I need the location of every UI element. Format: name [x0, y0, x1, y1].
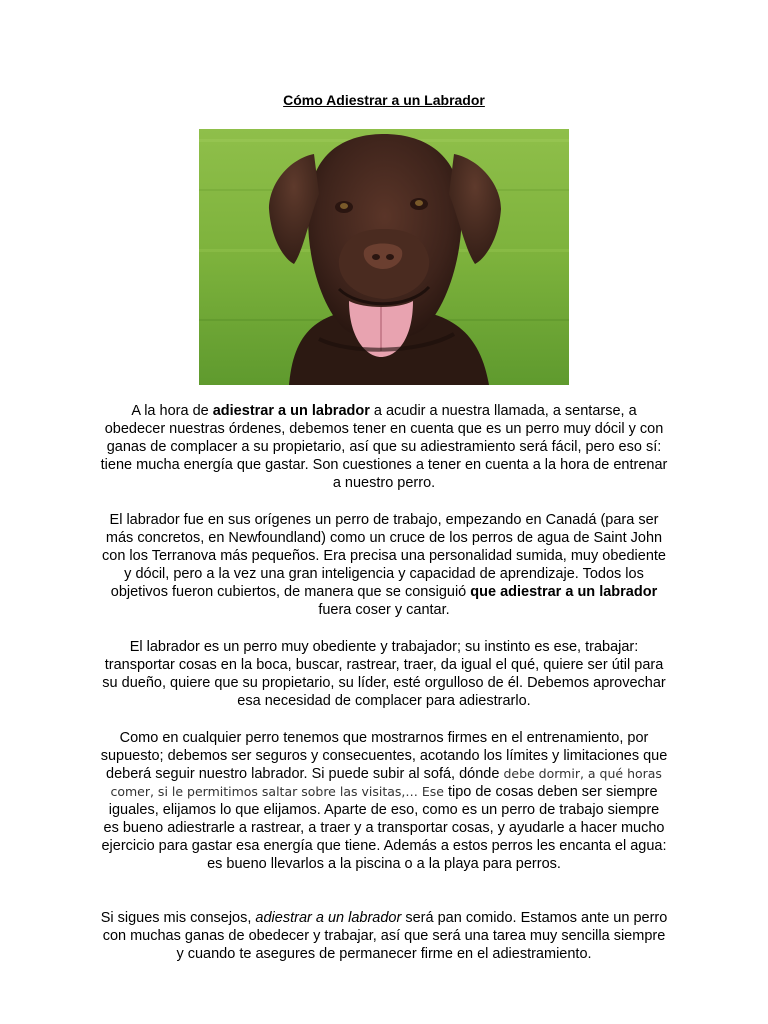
p1-bold: adiestrar a un labrador	[212, 403, 370, 419]
labrador-photo	[199, 129, 569, 385]
chocolate-labrador-photo-icon	[199, 129, 569, 385]
p5-pre: Si sigues mis consejos,	[100, 910, 256, 926]
p1-post: a acudir a nuestra llamada, a sentarse, a obedecer nuestras órdenes, debemos tener en cuenta que es un perro muy dócil y con ganas de complacer a su propietario, así que su adiestramiento será fácil, pero eso sí: tiene mucha energía que gastar. Son cuestiones a tener en cuenta a la hora de entrenar a nuestro perro.	[100, 403, 668, 491]
p4-pre: Como en cualquier perro tenemos que mostrarnos firmes en el entrenamiento, por supuesto; debemos ser seguros y consecuentes, acotando los límites y limitaciones que deberá seguir nuestro labrador. Si puede subir al sofá, dónde	[100, 730, 668, 782]
p4-mono: debe dormir, a qué horas comer, si le permitimos saltar sobre las visitas,… Ese	[110, 766, 662, 799]
p2-bold: que adiestrar a un labrador	[470, 584, 658, 600]
p5-italic: adiestrar a un labrador	[255, 910, 402, 926]
paragraph-temperament	[100, 638, 668, 710]
document-title: Cómo Adiestrar a un Labrador	[283, 92, 485, 108]
p5-post: será pan comido. Estamos ante un perro con muchas ganas de obedecer y trabajar, así que será una tarea muy sencilla siempre y cuando te asegures de permanecer firme en el adiestramiento.	[102, 910, 668, 962]
paragraph-conclusion	[100, 909, 668, 963]
p2-pre: El labrador fue en sus orígenes un perro de trabajo, empezando en Canadá (para ser más concretos, en Newfoundland) como un cruce de los perros de agua de Saint John con los Terranova más pequeños. Era precisa una personalidad sumida, muy obediente y dócil, pero a la vez una gran inteligencia y capacidad de aprendizaje. Todos los objetivos fueron cubiertos, de manera que se consiguió	[102, 512, 666, 600]
p3-text: El labrador es un perro muy obediente y trabajador; su instinto es ese, trabajar: transportar cosas en la boca, buscar, rastrear, traer, da igual el qué, quiere ser útil para su dueño, quiere que su propietario, su líder, esté orgulloso de él. Debemos aprovechar esa necesidad de complacer para adiestrarlo.	[102, 639, 666, 709]
p4-post: tipo de cosas deben ser siempre iguales, elijamos lo que elijamos. Aparte de eso, como es un perro de trabajo siempre es bueno adiestrarle a rastrear, a traer y a transportar cosas, y ayudarle a hacer mucho ejercicio para gastar esa energía que tiene. Además a estos perros les encanta el agua: es bueno llevarlos a la piscina o a la playa para perros.	[101, 784, 667, 872]
p2-post: fuera coser y cantar.	[318, 602, 450, 618]
p1-pre: A la hora de	[131, 403, 213, 419]
paragraph-intro	[100, 402, 668, 492]
paragraph-origins	[100, 511, 668, 619]
paragraph-training	[100, 729, 668, 873]
